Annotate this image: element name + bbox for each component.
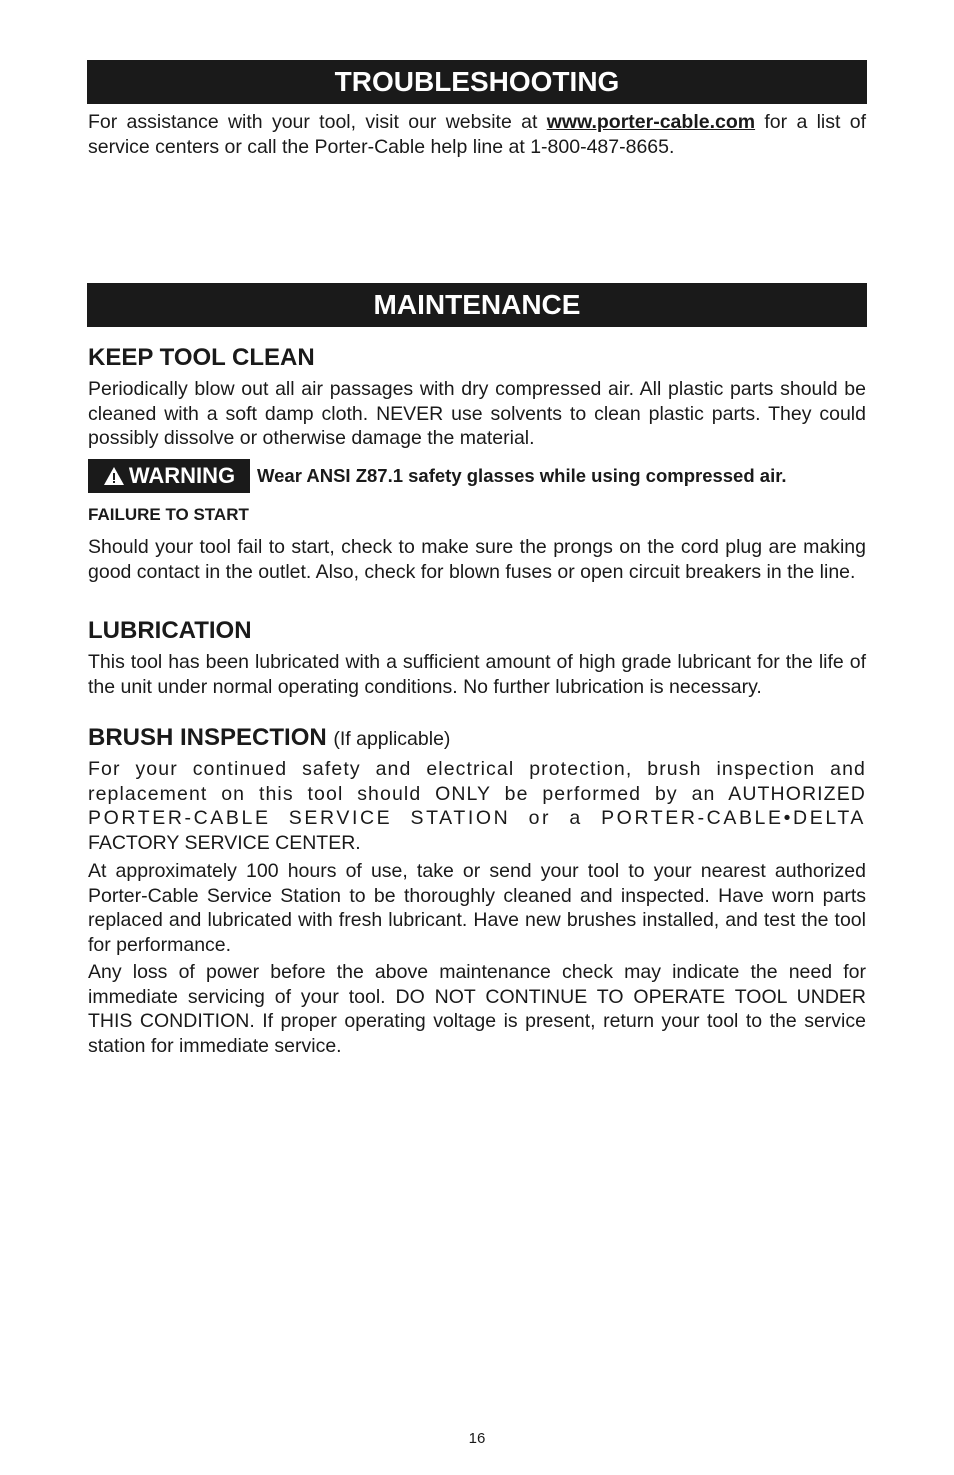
keep-tool-clean-heading: KEEP TOOL CLEAN xyxy=(88,344,315,371)
troubleshooting-text-after: for a list of service centers or call the Porter-Cable help line at 1-800-487-8665. xyxy=(88,111,866,158)
failure-to-start-heading: FAILURE TO START xyxy=(88,505,249,524)
brush-para1-line1: For your continued safety and electrical protection, brush inspection and xyxy=(88,758,866,780)
failure-to-start-body: Should your tool fail to start, check to make sure the prongs on the cord plug are making good contact in the outlet. Also, check for blown fuses or open circuit breakers in the line. xyxy=(88,536,866,583)
brush-inspection-subheading: (If applicable) xyxy=(333,728,451,750)
troubleshooting-text xyxy=(88,110,866,159)
brush-inspection-heading xyxy=(88,724,450,753)
brush-inspection-para1 xyxy=(88,757,866,855)
brush-para1-line2: replacement on this tool should ONLY be performed by an AUTHORIZED xyxy=(88,782,866,805)
troubleshooting-text-before: For assistance with your tool, visit our website at xyxy=(88,111,547,133)
page-number: 16 xyxy=(468,1430,486,1447)
warning-label xyxy=(88,459,250,493)
warning-label-text: WARNING xyxy=(128,463,236,488)
brush-inspection-para3: Any loss of power before the above maintenance check may indicate the need for immediate servicing of your tool. DO NOT CONTINUE TO OPERATE TOOL UNDER THIS CONDITION. If proper operating voltage is present, return your tool to the service station for immediate service. xyxy=(88,961,866,1057)
warning-text: Wear ANSI Z87.1 safety glasses while using compressed air. xyxy=(257,465,787,486)
brush-inspection-title: BRUSH INSPECTION xyxy=(88,724,327,751)
keep-tool-clean-body: Periodically blow out all air passages with dry compressed air. All plastic parts should be cleaned with a soft damp cloth. NEVER use solvents to clean plastic parts. They could possibly dissolve or otherwise damage the material. xyxy=(88,378,866,449)
maintenance-banner: MAINTENANCE xyxy=(87,283,867,327)
warning-triangle-icon xyxy=(103,466,125,486)
brush-para1-line3: PORTER-CABLE SERVICE STATION or a PORTER-CABLE•DELTA xyxy=(88,807,866,829)
troubleshooting-banner: TROUBLESHOOTING xyxy=(87,60,867,104)
lubrication-heading: LUBRICATION xyxy=(88,617,252,644)
brush-para1-line4: FACTORY SERVICE CENTER. xyxy=(88,831,361,854)
lubrication-body: This tool has been lubricated with a sufficient amount of high grade lubricant for the life of the unit under normal operating conditions. No further lubrication is necessary. xyxy=(88,651,866,698)
brush-inspection-para2: At approximately 100 hours of use, take or send your tool to your nearest authorized Porter-Cable Service Station to be thoroughly cleaned and inspected. Have worn parts replaced and lubricated with fresh lubricant. Have new brushes installed, and test the tool for performance. xyxy=(88,860,866,956)
website-link[interactable]: www.porter-cable.com xyxy=(546,111,756,133)
